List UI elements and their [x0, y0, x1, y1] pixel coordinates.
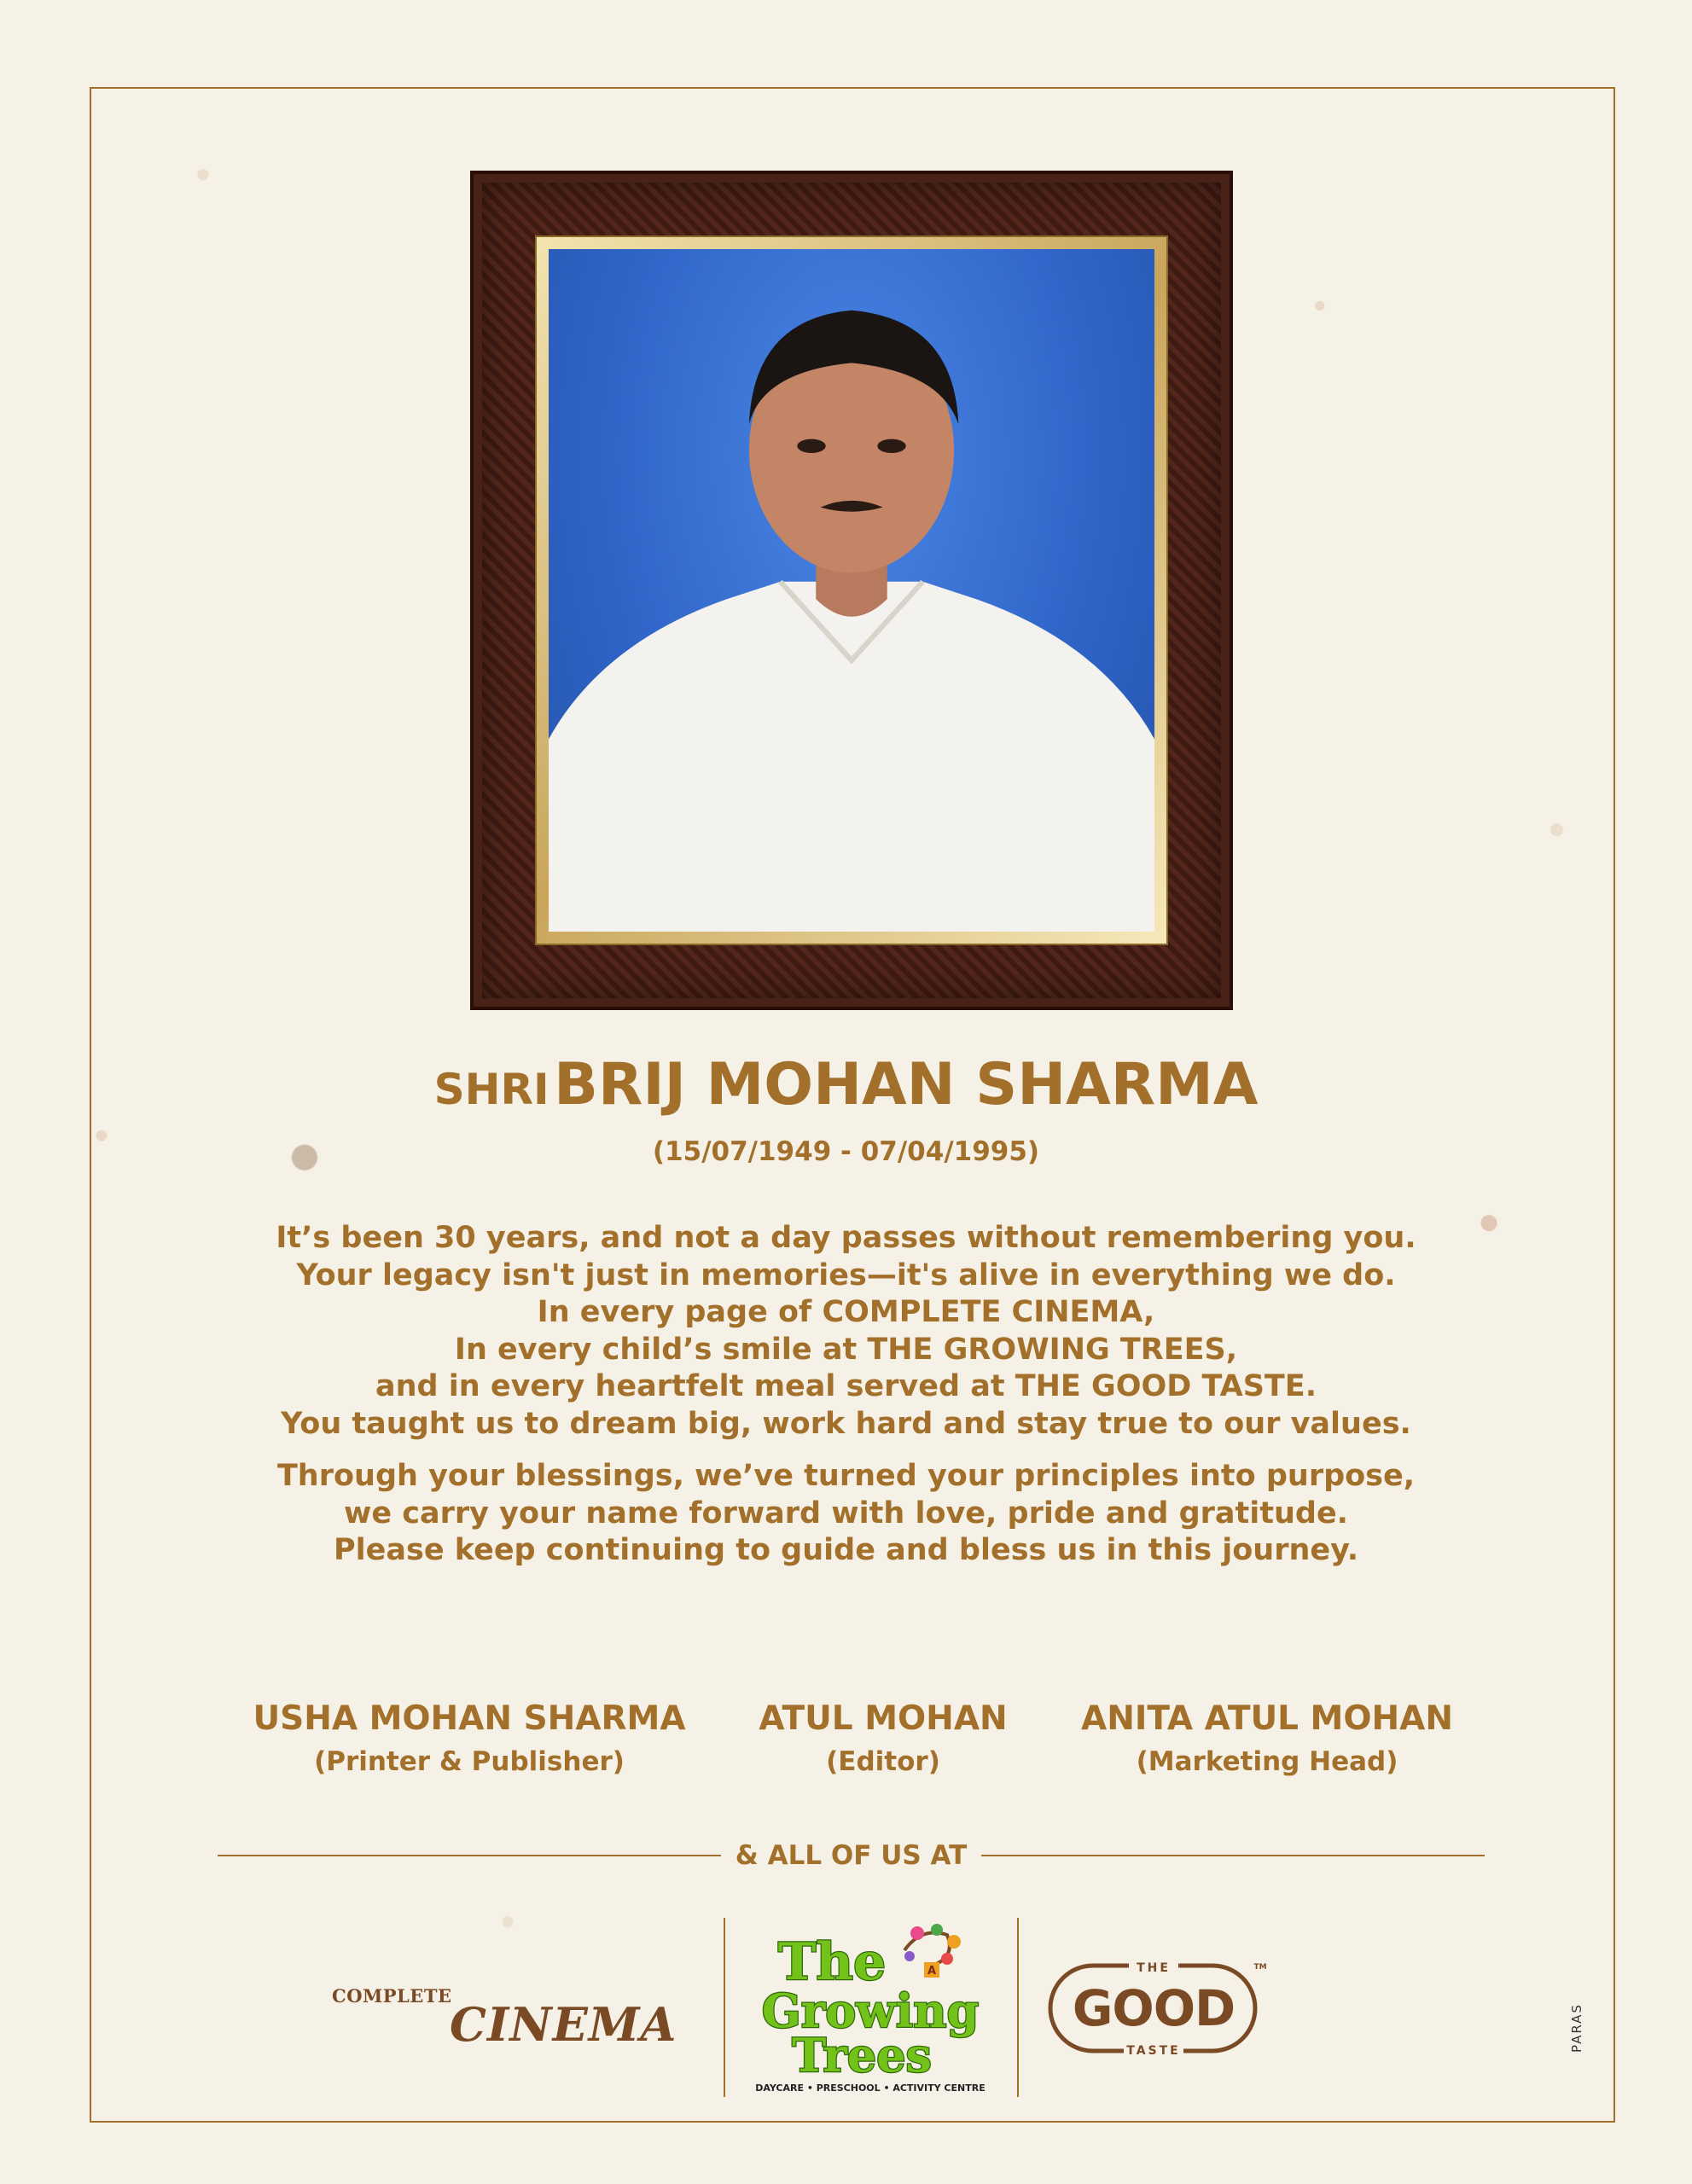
signatory-role: (Printer & Publisher) — [314, 1746, 625, 1777]
logo-separator — [1017, 1918, 1019, 2097]
growing-trees-line3: Trees — [792, 2028, 932, 2082]
divider-line — [981, 1855, 1485, 1856]
complete-cinema-big: CINEMA — [450, 1997, 677, 2052]
divider-text: & ALL OF US AT — [735, 1840, 968, 1871]
good-taste-mark — [1045, 1955, 1271, 2058]
good-taste-top: THE — [1137, 1961, 1171, 1975]
message-line: You taught us to dream big, work hard and stay true to our values. — [281, 1406, 1411, 1441]
message-line: Through your blessings, we’ve turned your principles into purpose, — [276, 1459, 1416, 1493]
signatory-role: (Marketing Head) — [1136, 1746, 1398, 1777]
name-text: BRIJ MOHAN SHARMA — [554, 1051, 1259, 1118]
signatory — [1054, 1699, 1480, 1777]
signatories — [0, 1699, 1692, 1793]
tribute-message — [171, 1220, 1521, 1570]
signatory-role: (Editor) — [826, 1746, 940, 1777]
growing-trees-badge: A — [927, 1965, 937, 1978]
growing-trees-tagline: DAYCARE • PRESCHOOL • ACTIVITY CENTRE — [755, 2082, 986, 2094]
complete-cinema-logo — [329, 1975, 695, 2052]
portrait-mat — [535, 235, 1168, 945]
good-taste-logo — [1045, 1955, 1271, 2058]
portrait-illustration — [549, 249, 1154, 932]
message-line: It’s been 30 years, and not a day passes without remembering you. — [276, 1221, 1416, 1255]
credit-text: PARAS — [1569, 2003, 1584, 2053]
company-logos — [0, 1911, 1692, 2107]
message-line: In every page of COMPLETE CINEMA, — [537, 1295, 1155, 1329]
growing-trees-mark — [742, 1918, 998, 2097]
signatory — [730, 1699, 1037, 1777]
divider-line — [218, 1855, 721, 1856]
logo-separator — [724, 1918, 725, 2097]
message-line: and in every heartfelt meal served at THE GOOD TASTE. — [375, 1369, 1317, 1403]
growing-trees-logo — [742, 1918, 998, 2097]
portrait-frame — [470, 171, 1233, 1010]
growing-trees-line2: Growing — [761, 1984, 980, 2038]
good-taste-bottom: TASTE — [1126, 2044, 1181, 2058]
name-prefix: SHRI — [433, 1065, 549, 1114]
all-of-us-divider — [218, 1838, 1485, 1873]
message-line: Please keep continuing to guide and bless us in this journey. — [333, 1533, 1359, 1567]
complete-cinema-small: COMPLETE — [332, 1985, 452, 2007]
portrait-photo — [549, 249, 1154, 932]
message-line: we carry your name forward with love, pride and gratitude. — [344, 1496, 1348, 1531]
signatory-name: USHA MOHAN SHARMA — [253, 1699, 686, 1738]
life-dates: (15/07/1949 - 07/04/1995) — [652, 1136, 1040, 1167]
good-taste-tm: TM — [1253, 1963, 1267, 1972]
signatory-name: ATUL MOHAN — [759, 1699, 1008, 1738]
signatory — [222, 1699, 717, 1777]
message-line: In every child’s smile at THE GROWING TREES, — [454, 1332, 1238, 1367]
signatory-name: ANITA ATUL MOHAN — [1081, 1699, 1453, 1738]
credit — [1568, 2003, 1585, 2054]
message-line: Your legacy isn't just in memories—it's alive in everything we do. — [296, 1258, 1396, 1292]
deceased-name — [0, 1051, 1692, 1118]
growing-trees-line1: The — [777, 1932, 887, 1992]
good-taste-main: GOOD — [1072, 1979, 1236, 2037]
